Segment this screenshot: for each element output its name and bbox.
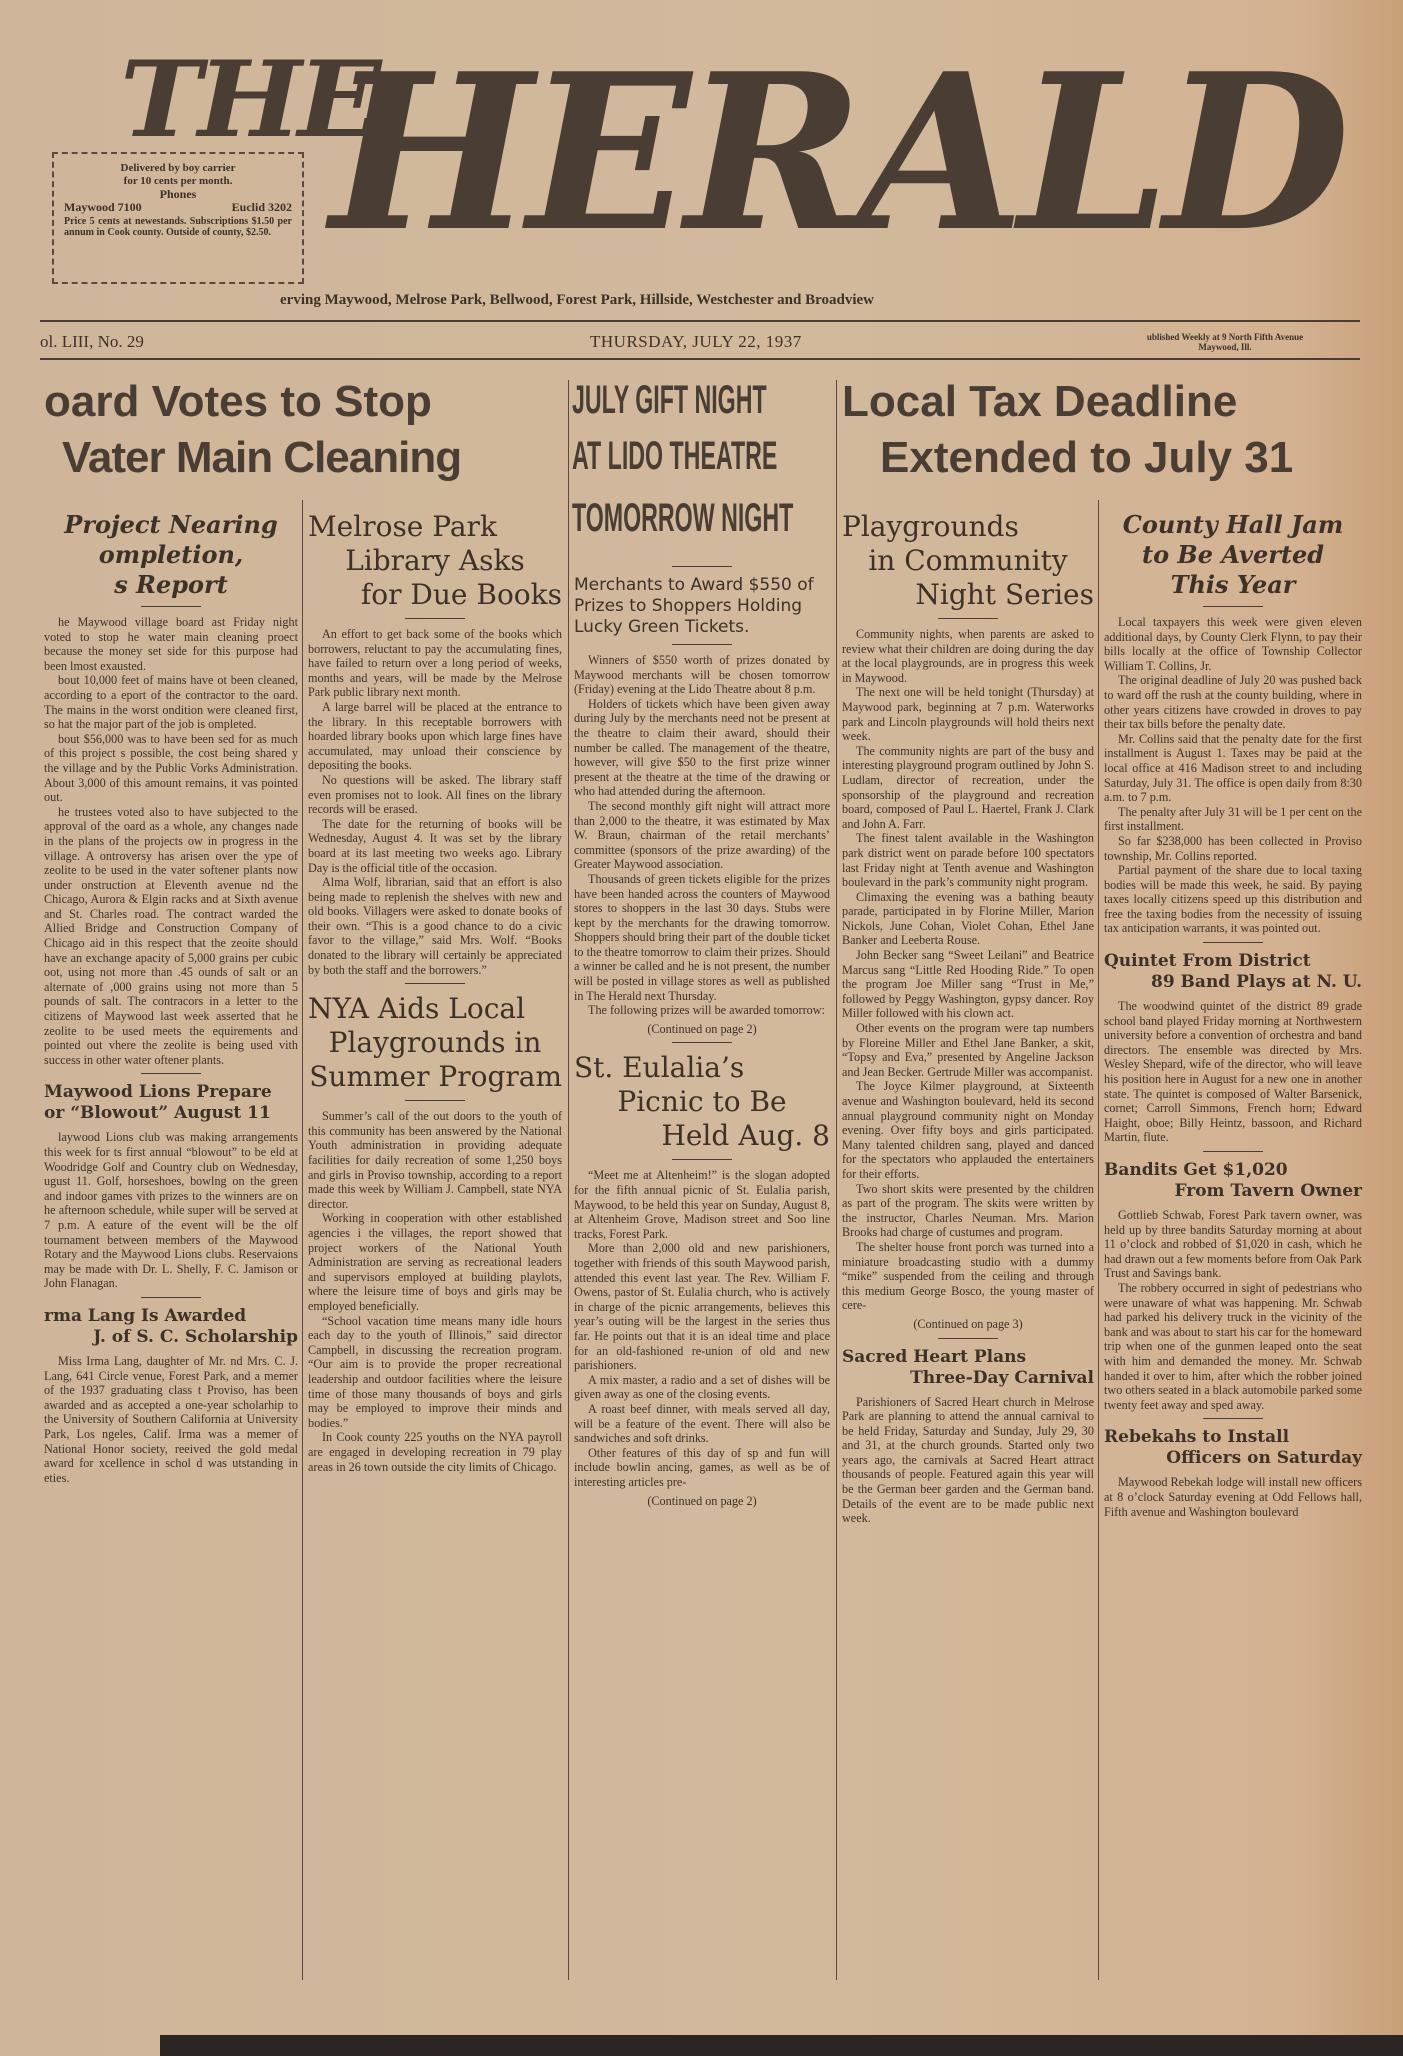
headline-gift-night-line2: AT LIDO THEATRE [572, 434, 778, 478]
headline-line: From Tavern Owner [1174, 1181, 1362, 1201]
article-paragraph: Gottlieb Schwab, Forest Park tavern owner, was held up by three bandits Saturday morning at about 11 o’clock and robbed of $1,020 in cash, which he had drawn out a few moments before from Oak Park Trust and Savings bank. [1104, 1208, 1362, 1281]
headline-tax-deadline-line1: Local Tax Deadline [842, 377, 1238, 426]
article-paragraph: Parishioners of Sacred Heart church in Melrose Park are planning to attend the annual carnival to be held Friday, Saturday and Sunday, July 29, 30 and 31, at the church grounds. Started only two years ago, the carnivals at Sacred Heart attract thousands of people. Featured again this year will be the German beer garden and the German band. Details of the event are to be made public next week. [842, 1394, 1094, 1526]
column-divider [568, 380, 569, 1980]
headline-line: St. Eulalia’s [574, 1051, 745, 1085]
publisher-address: ublished Weekly at 9 North Fifth Avenue [1146, 332, 1304, 342]
article-paragraph: Other features of this day of sp and fun will include bowlin ancing, games, as well as be of interesting articles pre- [574, 1445, 830, 1489]
headline-board-votes-line2: Vater Main Cleaning [62, 433, 462, 482]
headline-line: This Year [1170, 570, 1296, 599]
headline-nya-aids [308, 992, 562, 1094]
headline-line: Sacred Heart Plans [842, 1346, 1027, 1367]
volume-number: ol. LIII, No. 29 [40, 332, 144, 351]
article-paragraph: The original deadline of July 20 was pushed back to ward off the rush at the county building, where in other years citizens have crowded in droves to pay their tax bills before the penalty date. [1104, 673, 1362, 732]
headline-rebekahs [1104, 1427, 1362, 1469]
ear-phone-euclid: Euclid 3202 [231, 200, 292, 214]
article-paragraph: Alma Wolf, librarian, said that an effort is also being made to replenish the shelves with new and old books. Villagers were asked to donate books of their own. “This is a good chance to do a civic favor to the village,” said Mrs. Wolf. “Books donated to the library will certainly be appreciated by both the staff and the borrowers.” [308, 875, 562, 977]
headline-line: Melrose Park [308, 510, 497, 543]
headline-line: NYA Aids Local [308, 992, 526, 1026]
article-paragraph: “Meet me at Altenheim!” is the slogan adopted for the fifth annual picnic of St. Eulalia parish, Maywood, to be held this year on Sunday, August 8, at Altenheim Grove, Madison street and Soo line tracks, Forest Park. [574, 1168, 830, 1241]
headline-playgrounds [842, 510, 1094, 612]
article-paragraph: bout 10,000 feet of mains have ot been cleaned, according to a eport of the contractor to the oard. The mains in the worst ondition were cleaned first, so hat the major part of the job is ompleted. [44, 673, 298, 732]
column-1 [44, 510, 298, 1485]
headline-line: in Community [868, 544, 1068, 577]
article-paragraph: Working in cooperation with other established agencies i the villages, the report showed that project workers of the National Youth Administration are serving as recreational leaders and supervisors employed at building playlots, where the leisure time of boys and girls may be employed beneficially. [308, 1211, 562, 1313]
article-paragraph: The Joyce Kilmer playground, at Sixteenth avenue and Washington boulevard, held its second annual playground community night on Monday evening. Over fifty boys and girls participated. Many talented children sang, played and danced for the spectators who applauded the entertainers for their efforts. [842, 1079, 1094, 1181]
article-paragraph: Climaxing the evening was a bathing beauty parade, participated in by Florine Miller, Marion Nickols, June Cohan, Violet Cohan, Ethel Jane Banker and Leeberta Rouse. [842, 889, 1094, 948]
article-paragraph: laywood Lions club was making arrangements this week for ts first annual “blowout” to be eld at Woodridge Golf and Country club on Wednesday, ugust 11. Golf, horseshoes, bowlng on the green and indoor games vith prizes to the winners are on he afternoon schedule, while super will be served at 7 p.m. A eature of the event will be the olf tournament between members of the Maywood Rotary and the Maywood Lions clubs. Reservaions may be made with Dr. L. Shelly, F. C. Jamison or John Flanagan. [44, 1130, 298, 1291]
divider [1203, 942, 1263, 943]
headline-line: Library Asks [345, 544, 525, 577]
column-2 [308, 510, 562, 1474]
ear-phones-label: Phones [159, 187, 197, 201]
article-paragraph: More than 2,000 old and new parishioners, together with friends of this south Maywood parish, attended this event last year. The Rev. William F. Owens, pastor of St. Eulalia church, who is actively in charge of the picnic arrangements, believes this year’s outing will be the largest in the series thus far. He points out that it is an ideal time and place for an old-fashioned re-union of old and new parishioners. [574, 1241, 830, 1373]
headline-melrose-library [308, 510, 562, 612]
subhead-line: s Report [114, 570, 228, 599]
headline-line: to Be Averted [1141, 540, 1324, 569]
ear-price: Price 5 cents at newestands. Subscriptions $1.50 per annum in Cook county. Outside of county, $2.50. [64, 216, 292, 238]
article-paragraph: Miss Irma Lang, daughter of Mr. nd Mrs. C. J. Lang, 641 Circle venue, Forest Park, and a memer of the 1937 graduating class t Proviso, has been awarded and as accepted a one-year scholarhip to the University of Southern California at University Park, Los ngeles, Calif. Irma was a memer of National Honor society, reeived the gold medal award for xcellence in schol d was utstanding in eties. [44, 1353, 298, 1485]
headline-bandits [1104, 1160, 1362, 1202]
headline-quintet [1104, 951, 1362, 993]
headline-line: J. of S. C. Scholarship [93, 1326, 298, 1347]
ear-phone-maywood: Maywood 7100 [64, 200, 142, 214]
headline-line: Quintet From District [1104, 951, 1311, 972]
subhead-line: Project Nearing [64, 510, 278, 539]
article-paragraph: A roast beef dinner, with meals served all day, will be a feature of the event. There will also be sandwiches and soft drinks. [574, 1401, 830, 1446]
article-paragraph: So far $238,000 has been collected in Proviso township, Mr. Collins reported. [1104, 833, 1362, 863]
headline-line: Picnic to Be [617, 1085, 787, 1119]
article-paragraph: A large barrel will be placed at the entrance to the library. In this receptable borrowers with hoarded library books upon which large fines have accumulated, may unload their conscience by depositing the books. [308, 699, 562, 773]
headline-line: Rebekahs to Install [1104, 1427, 1290, 1448]
article-paragraph: In Cook county 225 youths on the NYA payroll are engaged in developing recreation in 79 play areas in 26 town outside the city limits of Chicago. [308, 1430, 562, 1474]
divider [938, 618, 998, 619]
ear-delivery-line2: for 10 cents per month. [123, 175, 233, 187]
article-paragraph: Community nights, when parents are asked to review what their children are doing during the day at the local playgrounds, are in progress this week in Maywood. [842, 627, 1094, 685]
headline-county-hall [1104, 510, 1362, 600]
headline-line: Held Aug. 8 [661, 1119, 830, 1153]
article-paragraph: No questions will be asked. The library staff even promises not to look. All fines on the library records will be erased. [308, 772, 562, 817]
serving-line: erving Maywood, Melrose Park, Bellwood, Forest Park, Hillside, Westchester and Broadview [280, 292, 874, 308]
article-paragraph: Mr. Collins said that the penalty date for the first installment is August 1. Taxes may be paid at the local office at 416 Madison street to and including Saturday, July 31. The office is open daily from 8:30 a.m. to 7 p.m. [1104, 731, 1362, 805]
continued-note: (Continued on page 2) [647, 1021, 757, 1036]
headline-line: Summer Program [309, 1060, 562, 1094]
subscription-ear-box [52, 152, 304, 284]
article-paragraph: John Becker sang “Sweet Leilani” and Beatrice Marcus sang “Little Red Hooding Ride.” To open the program Joe Miller sang “Trust in Me,” followed by Peggy Washington, gypsy dancer. Roy Miller followed with his clown act. [842, 948, 1094, 1021]
article-paragraph: The woodwind quintet of the district 89 grade school band played Friday morning at Northwestern university before a convention of orchestra and band directors. The ensemble was directed by Mrs. Wesley Shepard, wife of the director, who will leave his position here in August for a new one in another state. The quintet is composed of Walter Barsenick, cornet; Carroll Simmons, French horn; Edward Haight, oboe; Billy Heintz, bassoon, and Richard Martin, flute. [1104, 999, 1362, 1145]
article-paragraph: Two short skits were presented by the children as part of the program. The skits were written by the instructor, Charles Neuman. Mrs. Marion Brooks had charge of custumes and program. [842, 1181, 1094, 1240]
subhead-project-nearing [44, 510, 298, 600]
column-divider [302, 500, 303, 1980]
divider [1203, 1418, 1263, 1419]
article-paragraph: The following prizes will be awarded tomorrow: [588, 1003, 825, 1018]
ear-delivery-line1: Delivered by boy carrier [120, 162, 236, 174]
continued-note: (Continued on page 2) [647, 1493, 757, 1508]
divider [938, 1338, 998, 1339]
article-paragraph: The shelter house front porch was turned into a miniature broadcasting studio with a dummy “mike” suspended from the ceiling and through this medium George Bosco, the young master of cere- [842, 1239, 1094, 1313]
article-paragraph: The community nights are part of the busy and interesting playground program outlined by John S. Ludlam, director of recreation, under the sponsorship of the playground and recreation board, composed of Paul L. Haertel, Frank J. Clark and John A. Farr. [842, 743, 1094, 831]
headline-line: Playgrounds in [328, 1026, 542, 1060]
article-paragraph: The second monthly gift night will attract more than 2,000 to the theatre, it was estimated by Max W. Braun, chairman of the retail merchants’ committee (sponsors of the prize awarding) of the Greater Maywood association. [574, 798, 830, 872]
divider [672, 1159, 732, 1160]
divider [405, 983, 465, 984]
divider [405, 1100, 465, 1101]
headline-line: Night Series [915, 578, 1094, 611]
rule-under-dateline [40, 358, 1360, 360]
headline-sacred-heart [842, 1347, 1094, 1389]
divider [672, 566, 732, 567]
article-paragraph: he trustees voted also to have subjected to the approval of the oard as a whole, any changes nade in the plans of the projects ow in progress in the village. A ontroversy has arisen over the ype of zeolite to be used in the vater softener plants now under onstruction at Eleventh avenue nd the Chicago, Aurora & Elgin racks and at Sixth avenue and St. Charles road. The contract warded the Allied Bridge and Construction Company of Chicago aid in this respect that the zeoite should have an exchange apacity of 5,000 grains per cubic oot, using not more than .45 ounds of salt or an alternate of ,000 grains using not more than 5 pounds of salt. The contracors in a letter to the citizens of Maywood last week asserted that he zeolite to be used meets the equirements and pointed out vhere the zeolite is being used vith success in other water oftener plants. [44, 804, 298, 1067]
headline-line: Bandits Get $1,020 [1104, 1160, 1288, 1180]
subhead-merchants-award: Merchants to Award $550 of Prizes to Shoppers Holding Lucky Green Tickets. [574, 575, 814, 637]
article-paragraph: The penalty after July 31 will be 1 per cent on the first installment. [1104, 804, 1362, 834]
article-paragraph: The finest talent available in the Washington park district went on parade before 100 spectators last Friday night at Tenth avenue and Washington boulevard in the park’s community night program. [842, 831, 1094, 890]
article-paragraph: Summer’s call of the out doors to the youth of this community has been answered by the National Youth administration in providing adequate facilities for daily recreation of some 1,250 boys and girls in Proviso township, according to a report made this week by William J. Campbell, state NYA director. [308, 1109, 562, 1211]
headline-gift-night-line1: JULY GIFT NIGHT [572, 378, 767, 422]
column-divider [1098, 500, 1099, 1980]
headline-tax-deadline-line2: Extended to July 31 [880, 433, 1294, 482]
headline-line: for Due Books [360, 578, 562, 611]
masthead-title: HERALD [330, 26, 1345, 279]
headline-line: or “Blowout” August 11 [44, 1103, 271, 1124]
article-paragraph: bout $56,000 was to have been sed for as much of this project s possible, the cost being shared y the village and by the Public Vorks Administration. About 3,000 of this amount remains, it vas pointed out. [44, 731, 298, 805]
headline-gift-night-line3: TOMORROW NIGHT [572, 496, 794, 540]
article-paragraph: The robbery occurred in sight of pedestrians who were unaware of what was happening. Mr. Schwab had parked his delivery truck in the vicinity of the bank and was about to start his car for the homeward trip when one of the gunmen leaped onto the seat with him and demanded the money. Mr. Schwab handed it over to him, after which the robber joined two others seated in a black automobile parked some twenty feet away and sped away. [1104, 1280, 1362, 1412]
headline-line: Three-Day Carnival [910, 1367, 1094, 1388]
continued-note: (Continued on page 3) [913, 1316, 1023, 1331]
article-paragraph: Thousands of green tickets eligible for the prizes have been handed across the counters of Maywood stores to shoppers in the last 30 days. Stubs were kept by the merchants for the drawing tomorrow. Shoppers should bring their part of the double ticket to the theatre tomorrow to claim their prizes. Should a winner be called and he is not present, the number will be posted in village stores as well as published in The Herald next Thursday. [574, 871, 830, 1003]
divider [1203, 1151, 1263, 1152]
headline-line: Maywood Lions Prepare [44, 1082, 272, 1103]
masthead-the: THE [120, 38, 378, 161]
column-divider [836, 380, 837, 1980]
divider [141, 606, 201, 607]
article-paragraph: An effort to get back some of the books which borrowers, reluctant to pay the accumulating fines, have failed to return over a long period of weeks, months and years, will be made by the Melrose Park public library next month. [308, 627, 562, 700]
article-paragraph: Partial payment of the share due to local taxing bodies will be made this week, he said. By paying taxes locally citizens speed up this distribution and free the taxing bodies from the necessity of issuing tax anticipation warrants, it was pointed out. [1104, 863, 1362, 936]
article-paragraph: A mix master, a radio and a set of dishes will be given away as one of the closing events. [574, 1372, 830, 1402]
article-paragraph: Other events on the program were tap numbers by Floreine Miller and Ethel Jane Banker, a skit, “Topsy and Eva,” presented by Angeline Jackson and Jean Becker. Gertrude Miller was accompanist. [842, 1021, 1094, 1079]
column-3 [574, 560, 830, 1514]
divider [141, 1297, 201, 1298]
article-paragraph: The next one will be held tonight (Thursday) at Maywood park, beginning at 7 p.m. Waterworks park and Lincoln playgrounds will hold theirs next week. [842, 685, 1094, 744]
headline-maywood-lions [44, 1082, 298, 1124]
headline-line: Playgrounds [842, 510, 1019, 543]
article-paragraph: “School vacation time means many idle hours each day to the youth of Illinois,” said director Campbell, in discussing the recreation program. “Our aim is to provide the proper recreational leadership and outdoor facilities where the leisure time of those many thousands of boys and girls may be employed to improve their minds and bodies.” [308, 1313, 562, 1430]
headline-line: County Hall Jam [1122, 510, 1344, 539]
article-paragraph: he Maywood village board ast Friday night voted to stop he water main cleaning proect because the money set side for this purpose had been lmost exausted. [44, 615, 298, 673]
divider [672, 644, 732, 645]
article-paragraph: Holders of tickets which have been given away during July by the merchants need not be present at the theatre to claim their award, should their number be called. The management of the theatre, however, will give $50 to the first prize winner present at the theatre at the time of the drawing or who had attended during the afternoon. [574, 696, 830, 799]
headline-line: rma Lang Is Awarded [44, 1305, 247, 1326]
column-4 [842, 510, 1094, 1526]
divider [1203, 606, 1263, 607]
divider [672, 1042, 732, 1043]
issue-date: THURSDAY, JULY 22, 1937 [590, 332, 802, 351]
headline-line: 89 Band Plays at N. U. [1150, 972, 1362, 993]
article-paragraph: Local taxpayers this week were given eleven additional days, by County Clerk Flynn, to pay their bills locally at the office of Township Collector William T. Collins, Jr. [1104, 615, 1362, 673]
headline-line: Officers on Saturday [1166, 1448, 1362, 1469]
headline-board-votes-line1: oard Votes to Stop [44, 377, 432, 426]
column-5 [1104, 510, 1362, 1519]
divider [141, 1073, 201, 1074]
article-paragraph: Maywood Rebekah lodge will install new officers at 8 o’clock Saturday evening at Odd Fellows hall, Fifth avenue and Washington boulevard [1104, 1475, 1362, 1519]
torn-edge [160, 2035, 1403, 2056]
subhead-line: ompletion, [98, 540, 244, 569]
article-paragraph: Winners of $550 worth of prizes donated by Maywood merchants will be chosen tomorrow (Friday) evening at the Lido Theatre about 8 p.m. [574, 653, 830, 697]
rule-top [40, 320, 1360, 322]
article-paragraph: The date for the returning of books will be Wednesday, August 4. It was set by the library board at its last meeting two weeks ago. Library Day is the official title of the occasion. [308, 816, 562, 875]
headline-st-eulalia [574, 1051, 830, 1153]
publisher-city: Maywood, Ill. [1198, 342, 1252, 352]
divider [405, 618, 465, 619]
headline-irma-lang [44, 1306, 298, 1348]
publisher-info [1090, 332, 1360, 352]
